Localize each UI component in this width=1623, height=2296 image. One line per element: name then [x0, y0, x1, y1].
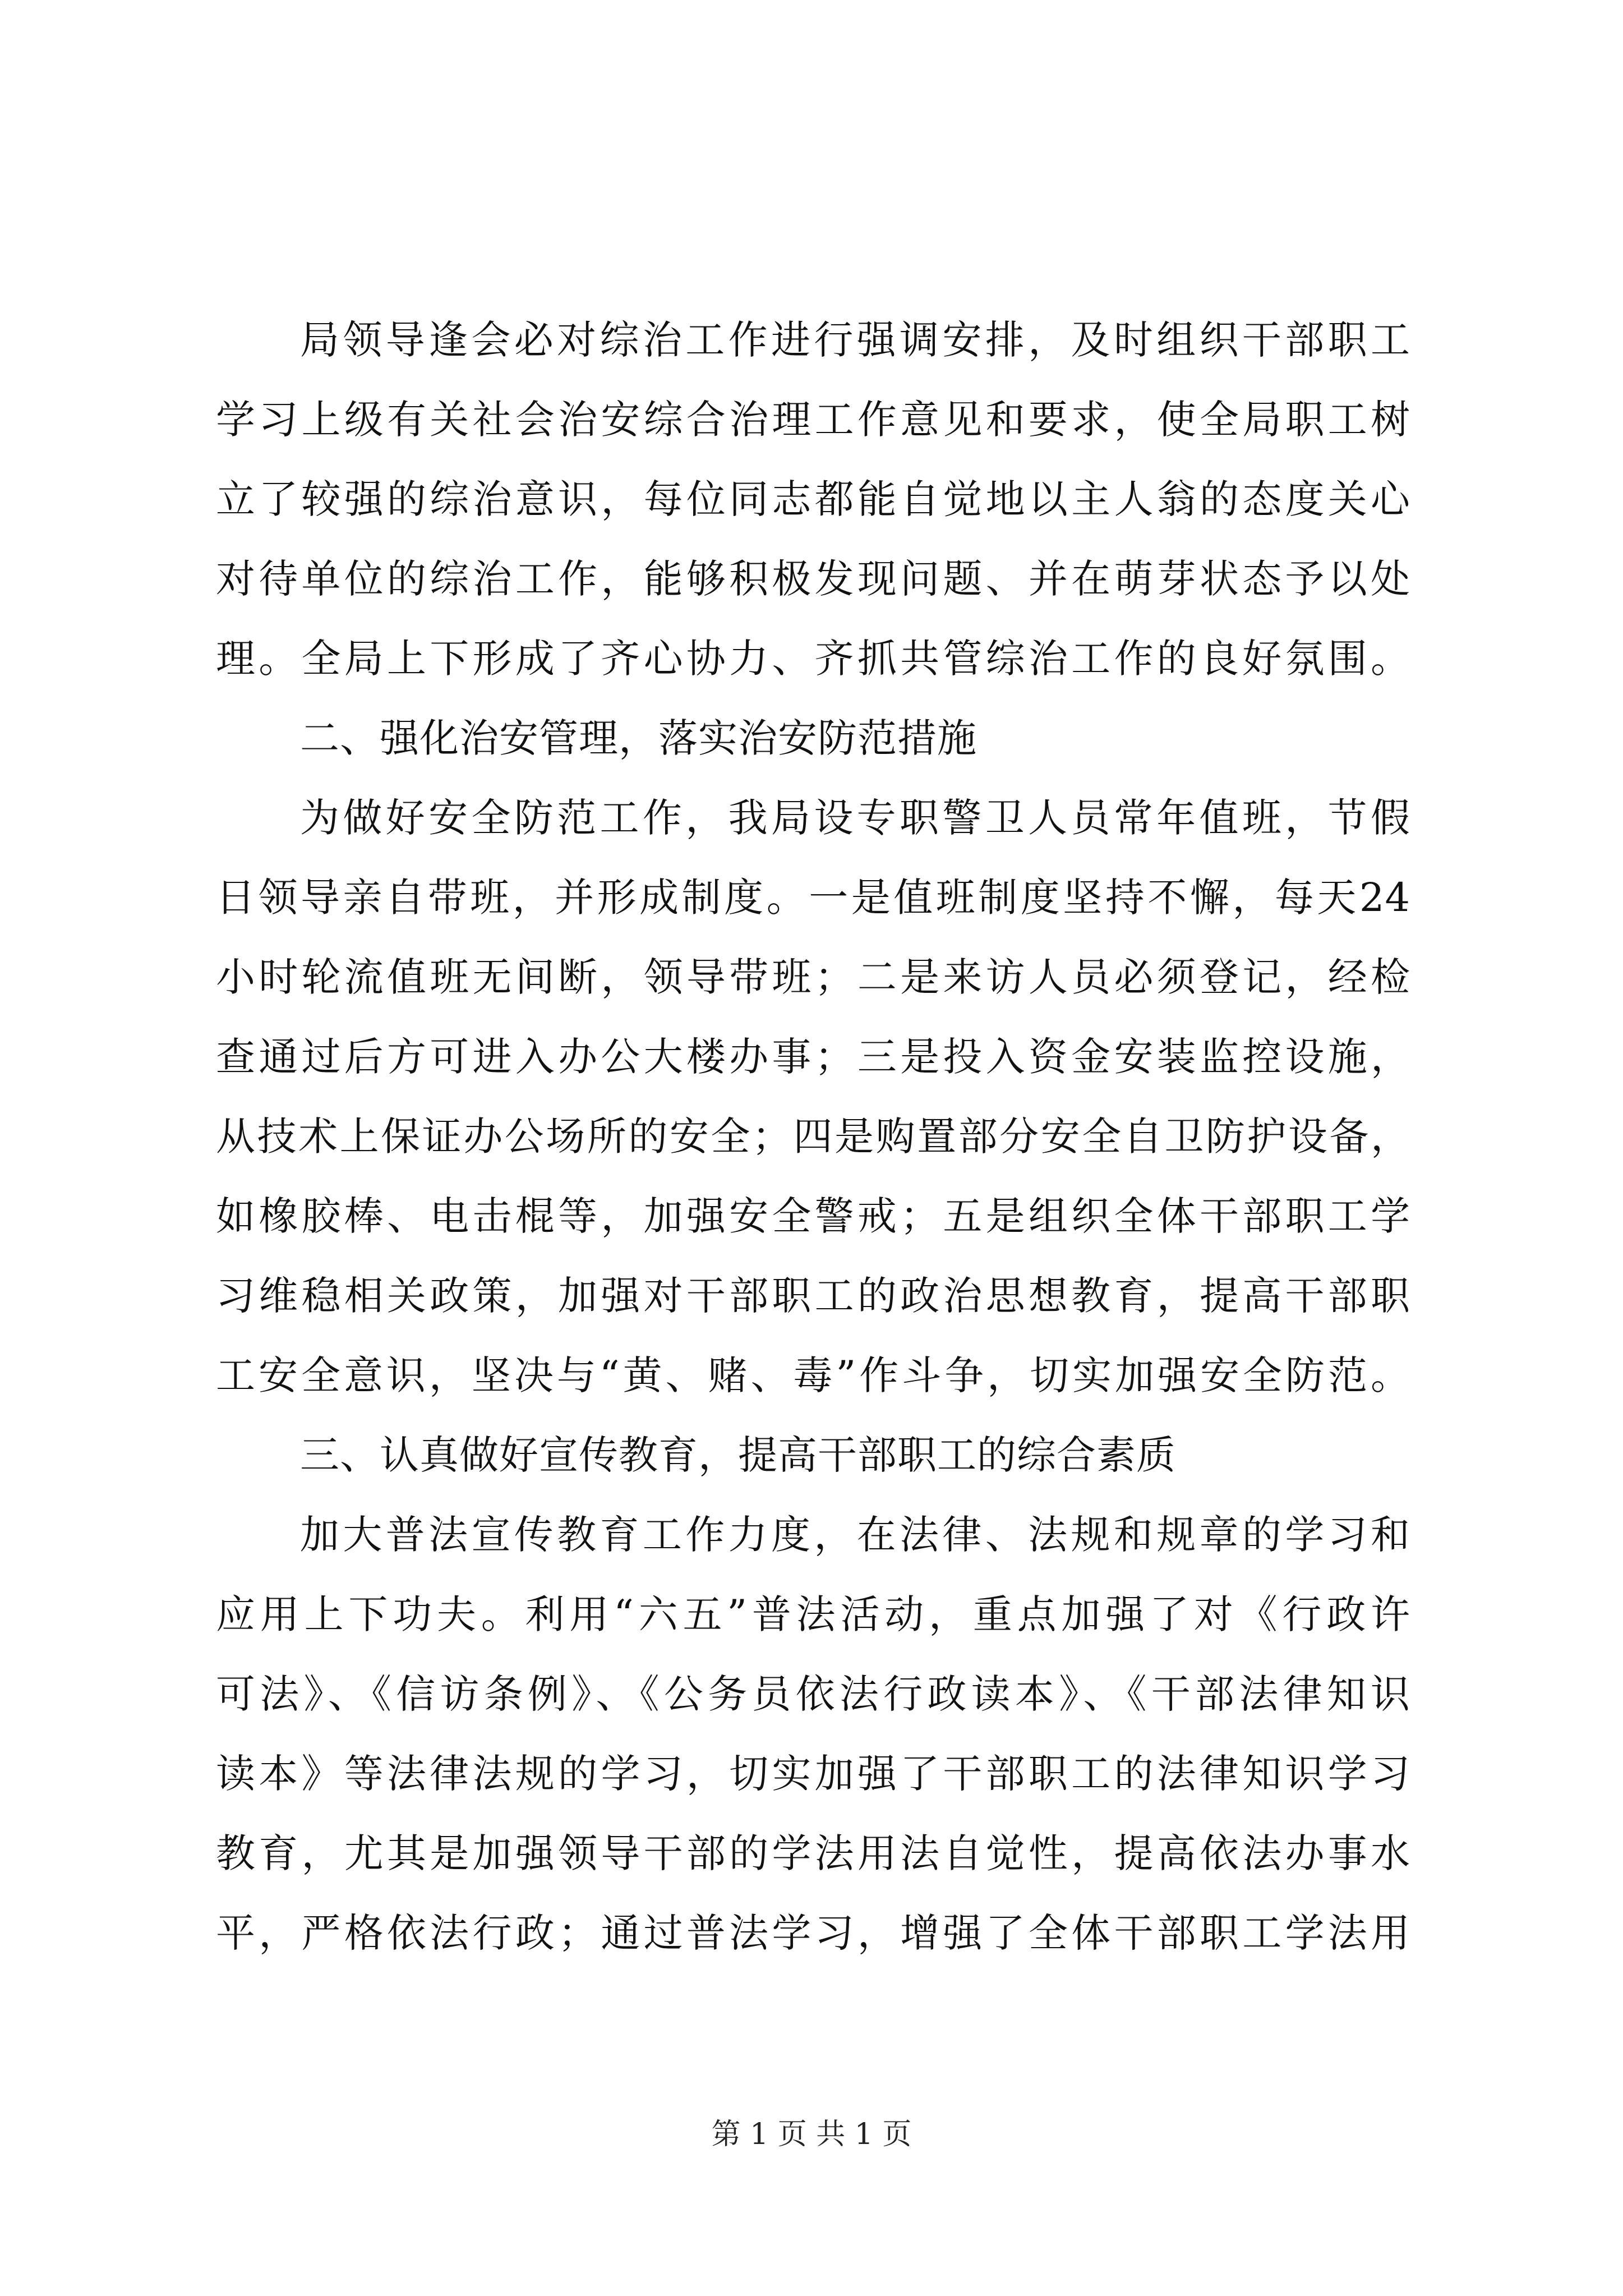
- paragraph-line: 工安全意识，坚决与“黄、赌、毒”作斗争，切实加强安全防范。: [216, 1352, 1410, 1398]
- page-number-footer: 第 1 页 共 1 页: [711, 2118, 912, 2151]
- paragraph-line: 局领导逢会必对综治工作进行强调安排，及时组织干部职工: [300, 317, 1410, 363]
- paragraph-line: 加大普法宣传教育工作力度，在法律、法规和规章的学习和: [300, 1512, 1410, 1558]
- section-heading: 三、认真做好宣传教育，提高干部职工的综合素质: [300, 1432, 1176, 1478]
- paragraph-line: 读本》等法律法规的学习，切实加强了干部职工的法律知识学习: [216, 1751, 1410, 1797]
- paragraph-line: 理。全局上下形成了齐心协力、齐抓共管综治工作的良好氛围。: [216, 636, 1410, 682]
- section-heading: 二、强化治安管理，落实治安防范措施: [300, 715, 977, 761]
- paragraph-line: 教育，尤其是加强领导干部的学法用法自觉性，提高依法办事水: [216, 1830, 1410, 1876]
- paragraph-line: 立了较强的综治意识，每位同志都能自觉地以主人翁的态度关心: [216, 476, 1410, 522]
- paragraph-line: 学习上级有关社会治安综合治理工作意见和要求，使全局职工树: [216, 397, 1410, 443]
- paragraph-line: 平，严格依法行政；通过普法学习，增强了全体干部职工学法用: [216, 1910, 1410, 1956]
- paragraph-line: 对待单位的综治工作，能够积极发现问题、并在萌芽状态予以处: [216, 556, 1410, 602]
- document-body: [216, 300, 1410, 1973]
- paragraph-line: 应用上下功夫。利用“六五”普法活动，重点加强了对《行政许: [216, 1591, 1410, 1637]
- paragraph-line: 日领导亲自带班，并形成制度。一是值班制度坚持不懈，每天24: [216, 875, 1410, 921]
- paragraph-line: 查通过后方可进入办公大楼办事；三是投入资金安装监控设施，: [216, 1034, 1410, 1080]
- paragraph-line: 可法》、《信访条例》、《公务员依法行政读本》、《干部法律知识: [216, 1671, 1410, 1717]
- paragraph-line: 为做好安全防范工作，我局设专职警卫人员常年值班，节假: [300, 795, 1410, 841]
- paragraph-line: 如橡胶棒、电击棍等，加强安全警戒；五是组织全体干部职工学: [216, 1193, 1410, 1239]
- paragraph-line: 习维稳相关政策，加强对干部职工的政治思想教育，提高干部职: [216, 1273, 1410, 1319]
- paragraph-line: 从技术上保证办公场所的安全；四是购置部分安全自卫防护设备，: [216, 1114, 1410, 1159]
- paragraph-line: 小时轮流值班无间断，领导带班；二是来访人员必须登记，经检: [216, 954, 1410, 1000]
